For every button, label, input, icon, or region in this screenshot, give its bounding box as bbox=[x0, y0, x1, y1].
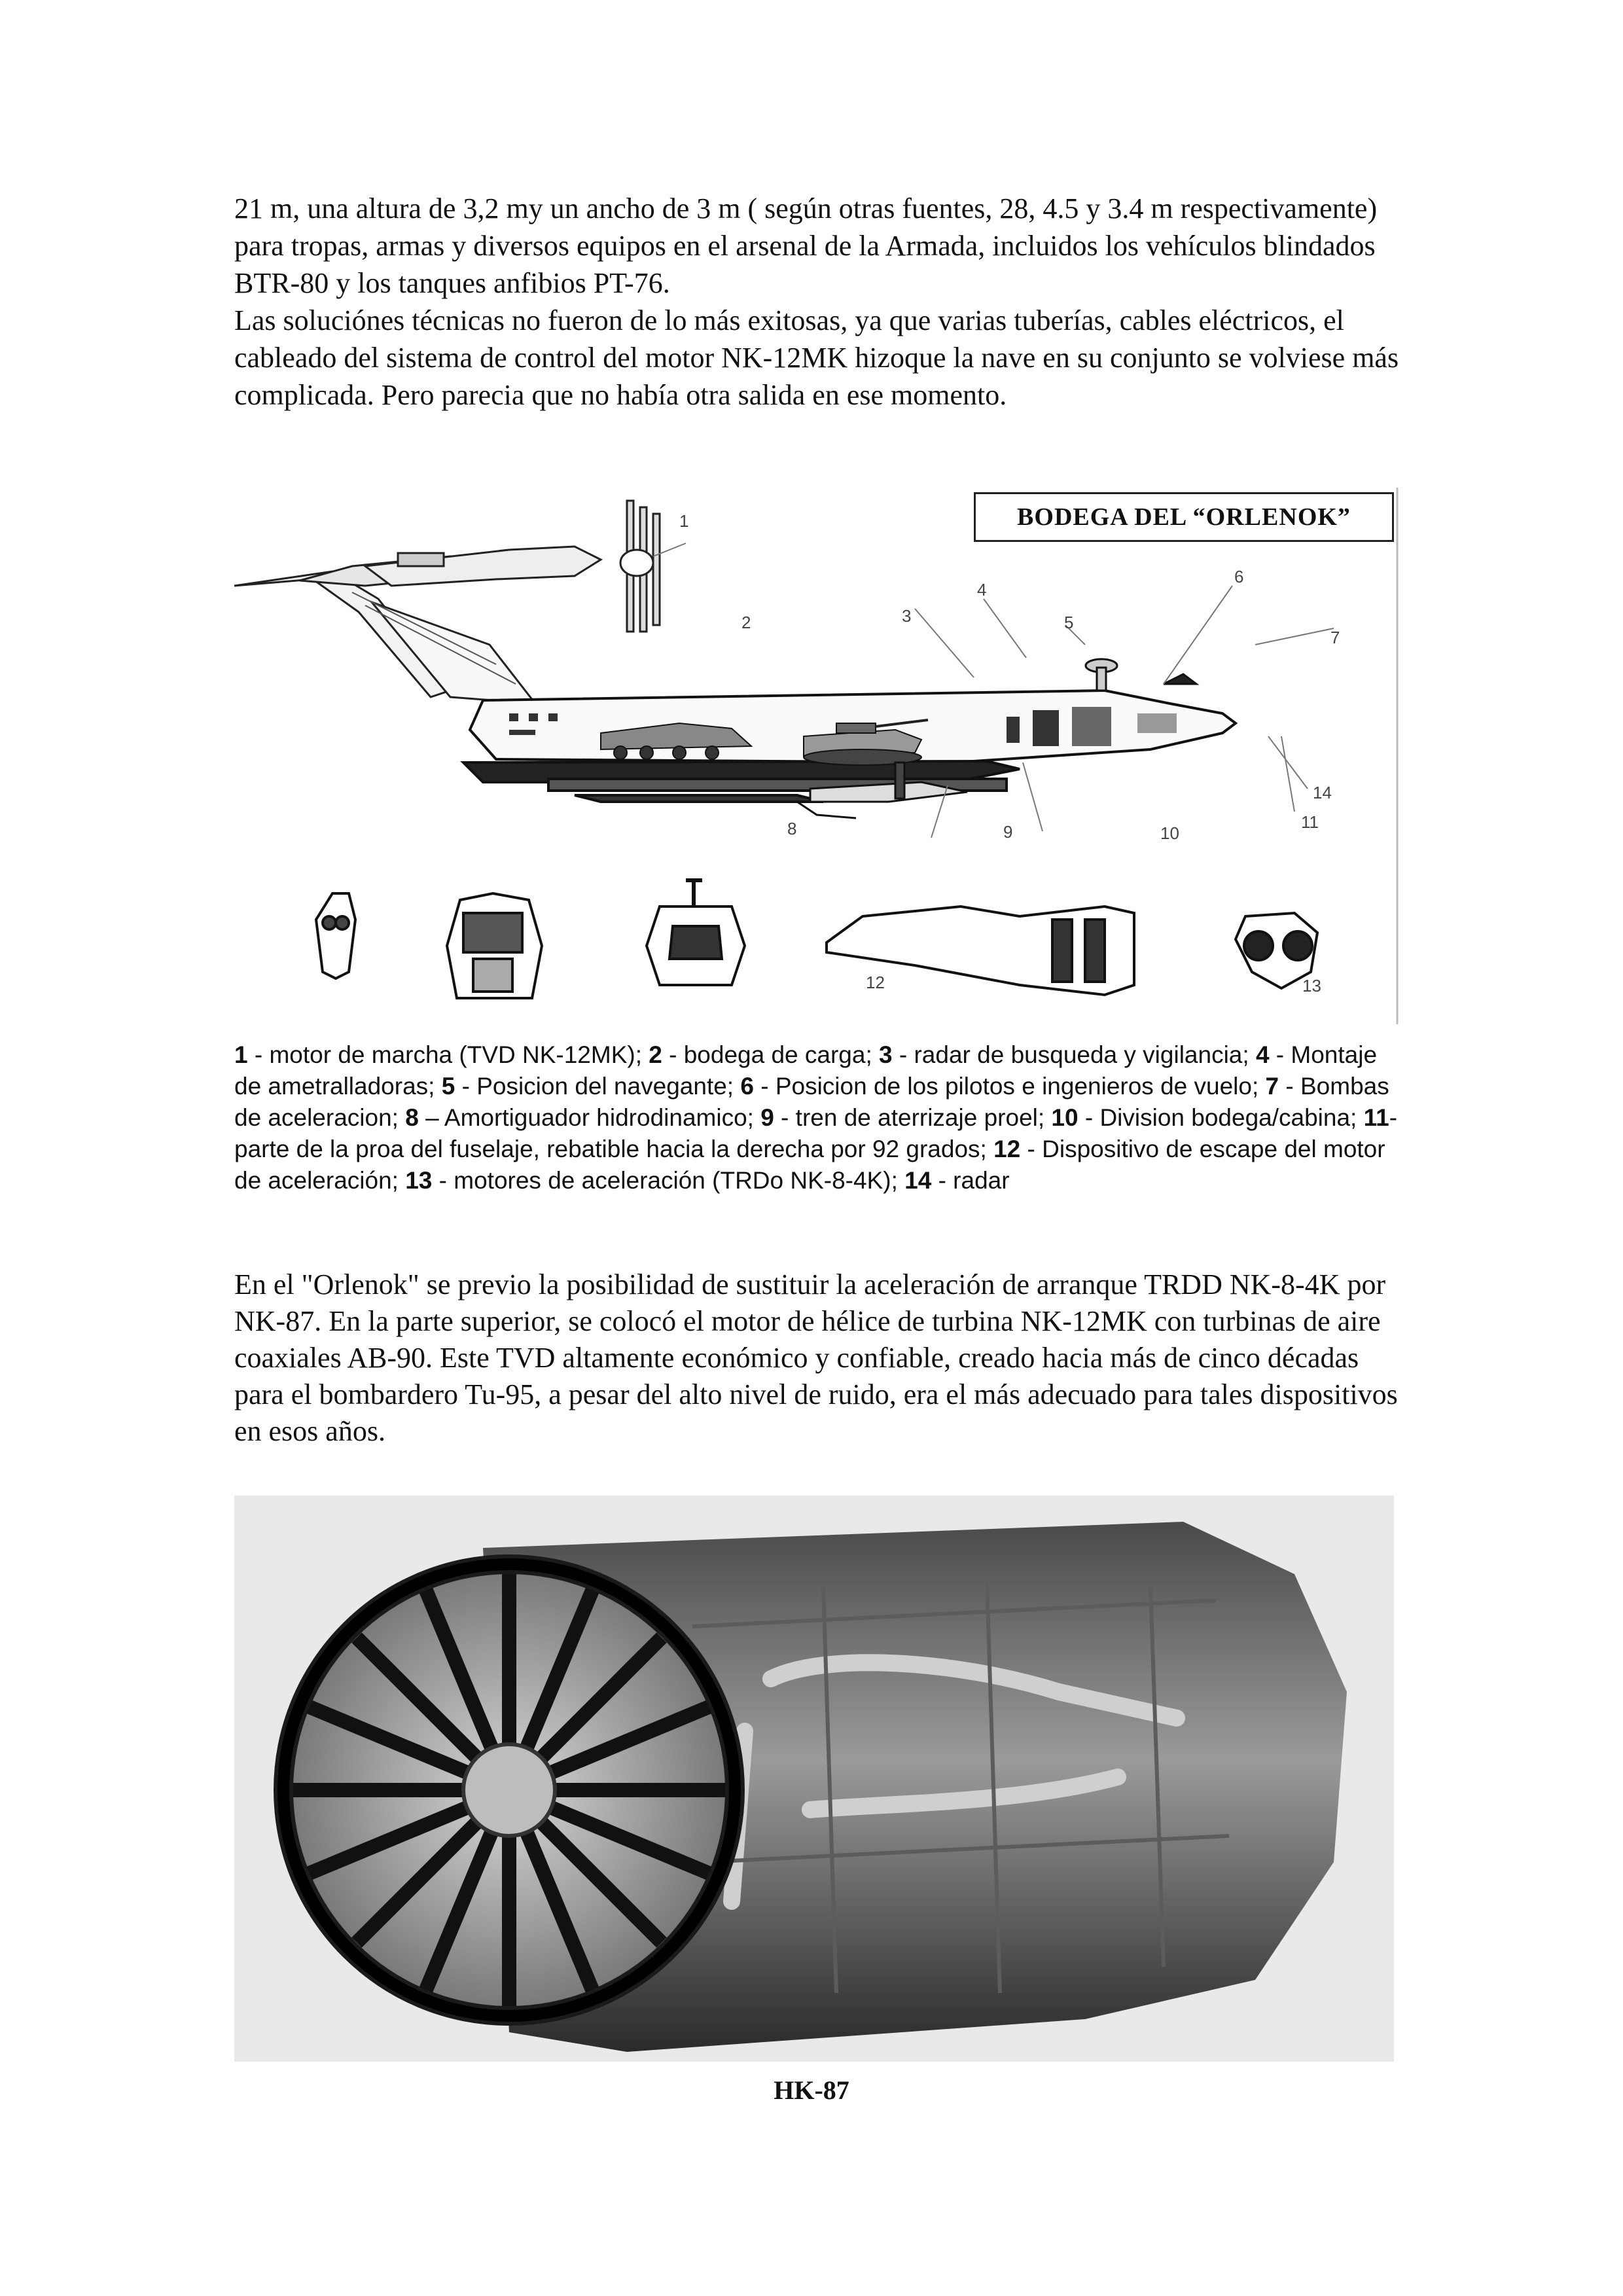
intro-text-1: 21 m, una altura de 3,2 my un ancho de 3 m ( según otras fuentes, 28, 4.5 y 3.4 m respectivamente) para tropas, armas y diversos equipos en el arsenal de la Armada, incluidos los vehículos blindados BTR-80 y los tanques anfibios PT-76. bbox=[234, 192, 1378, 299]
callout-lines bbox=[653, 543, 1334, 838]
callout-10: 10 bbox=[1160, 823, 1179, 843]
callout-4: 4 bbox=[977, 580, 987, 600]
callout-12: 12 bbox=[866, 973, 885, 992]
nk87-engine-photo bbox=[234, 1496, 1394, 2062]
callout-6: 6 bbox=[1234, 567, 1244, 586]
engine-nacelle bbox=[365, 501, 660, 632]
callout-11: 11 bbox=[1301, 812, 1319, 832]
legend-item: 2 - bodega de carga; bbox=[649, 1041, 880, 1068]
callout-1: 1 bbox=[679, 511, 689, 531]
legend-item: 3 - radar de busqueda y vigilancia; bbox=[879, 1041, 1256, 1068]
photo-caption: HK-87 bbox=[774, 2075, 849, 2105]
engine-paragraph: En el "Orlenok" se previo la posibilidad de sustituir la aceleración de arranque TRDD NK-8-4K por NK-87. En la parte superior, se colocó el motor de hélice de turbina NK-12MK con turbinas de aire coaxiales AB-90. Este TVD altamente económico y confiable, creado hacia más de cinco décadas para el bombardero Tu-95, a pesar del alto nivel de ruido, era el más adecuado para tales dispositivos en esos años. bbox=[234, 1268, 1398, 1447]
legend-item: 1 - motor de marcha (TVD NK-12MK); bbox=[234, 1041, 649, 1068]
legend-item: 5 - Posicion del navegante; bbox=[441, 1073, 741, 1100]
legend-item: 6 - Posicion de los pilotos e ingenieros de vuelo; bbox=[740, 1073, 1266, 1100]
legend-item: 14 - radar bbox=[904, 1167, 1010, 1194]
callout-8: 8 bbox=[787, 819, 797, 838]
callout-14: 14 bbox=[1313, 783, 1332, 802]
cross-sections bbox=[316, 880, 1317, 998]
legend-item: 12 - Dispositivo de escape del motor de aceleración; bbox=[234, 1136, 1385, 1194]
fan-face bbox=[274, 1554, 745, 2026]
callout-9: 9 bbox=[1003, 822, 1013, 842]
legend-item: 4 - Montaje de ametralladoras; bbox=[234, 1041, 1378, 1100]
legend-item: 8 – Amortiguador hidrodinamico; bbox=[405, 1104, 761, 1131]
radar-dome bbox=[1086, 659, 1196, 691]
callout-5: 5 bbox=[1064, 613, 1074, 632]
legend-item: 7 - Bombas de aceleracion; bbox=[234, 1073, 1389, 1131]
callout-7: 7 bbox=[1330, 628, 1340, 647]
intro-paragraph bbox=[234, 190, 1399, 414]
orlenok-cutaway-figure bbox=[234, 488, 1400, 1031]
callout-13: 13 bbox=[1302, 976, 1321, 996]
legend-item: 11- parte de la proa del fuselaje, rebatible hacia la derecha por 92 grados; bbox=[234, 1104, 1398, 1162]
legend-item: 10 - Division bodega/cabina; bbox=[1051, 1104, 1364, 1131]
figure-title: BODEGA DEL “ORLENOK” bbox=[974, 492, 1394, 542]
figure-legend bbox=[234, 1039, 1406, 1196]
callout-2: 2 bbox=[741, 613, 751, 632]
legend-item: 9 - tren de aterrizaje proel; bbox=[760, 1104, 1052, 1131]
legend-item: 13 - motores de aceleración (TRDo NK-8-4K); bbox=[405, 1167, 905, 1194]
intro-text-2: Las soluciónes técnicas no fueron de lo más exitosas, ya que varias tuberías, cables eléctricos, el cableado del sistema de control del motor NK-12MK hizoque la nave en su conjunto se volviese más complicada. Pero parecia que no había otra salida en ese momento. bbox=[234, 304, 1399, 411]
callout-3: 3 bbox=[902, 606, 912, 626]
